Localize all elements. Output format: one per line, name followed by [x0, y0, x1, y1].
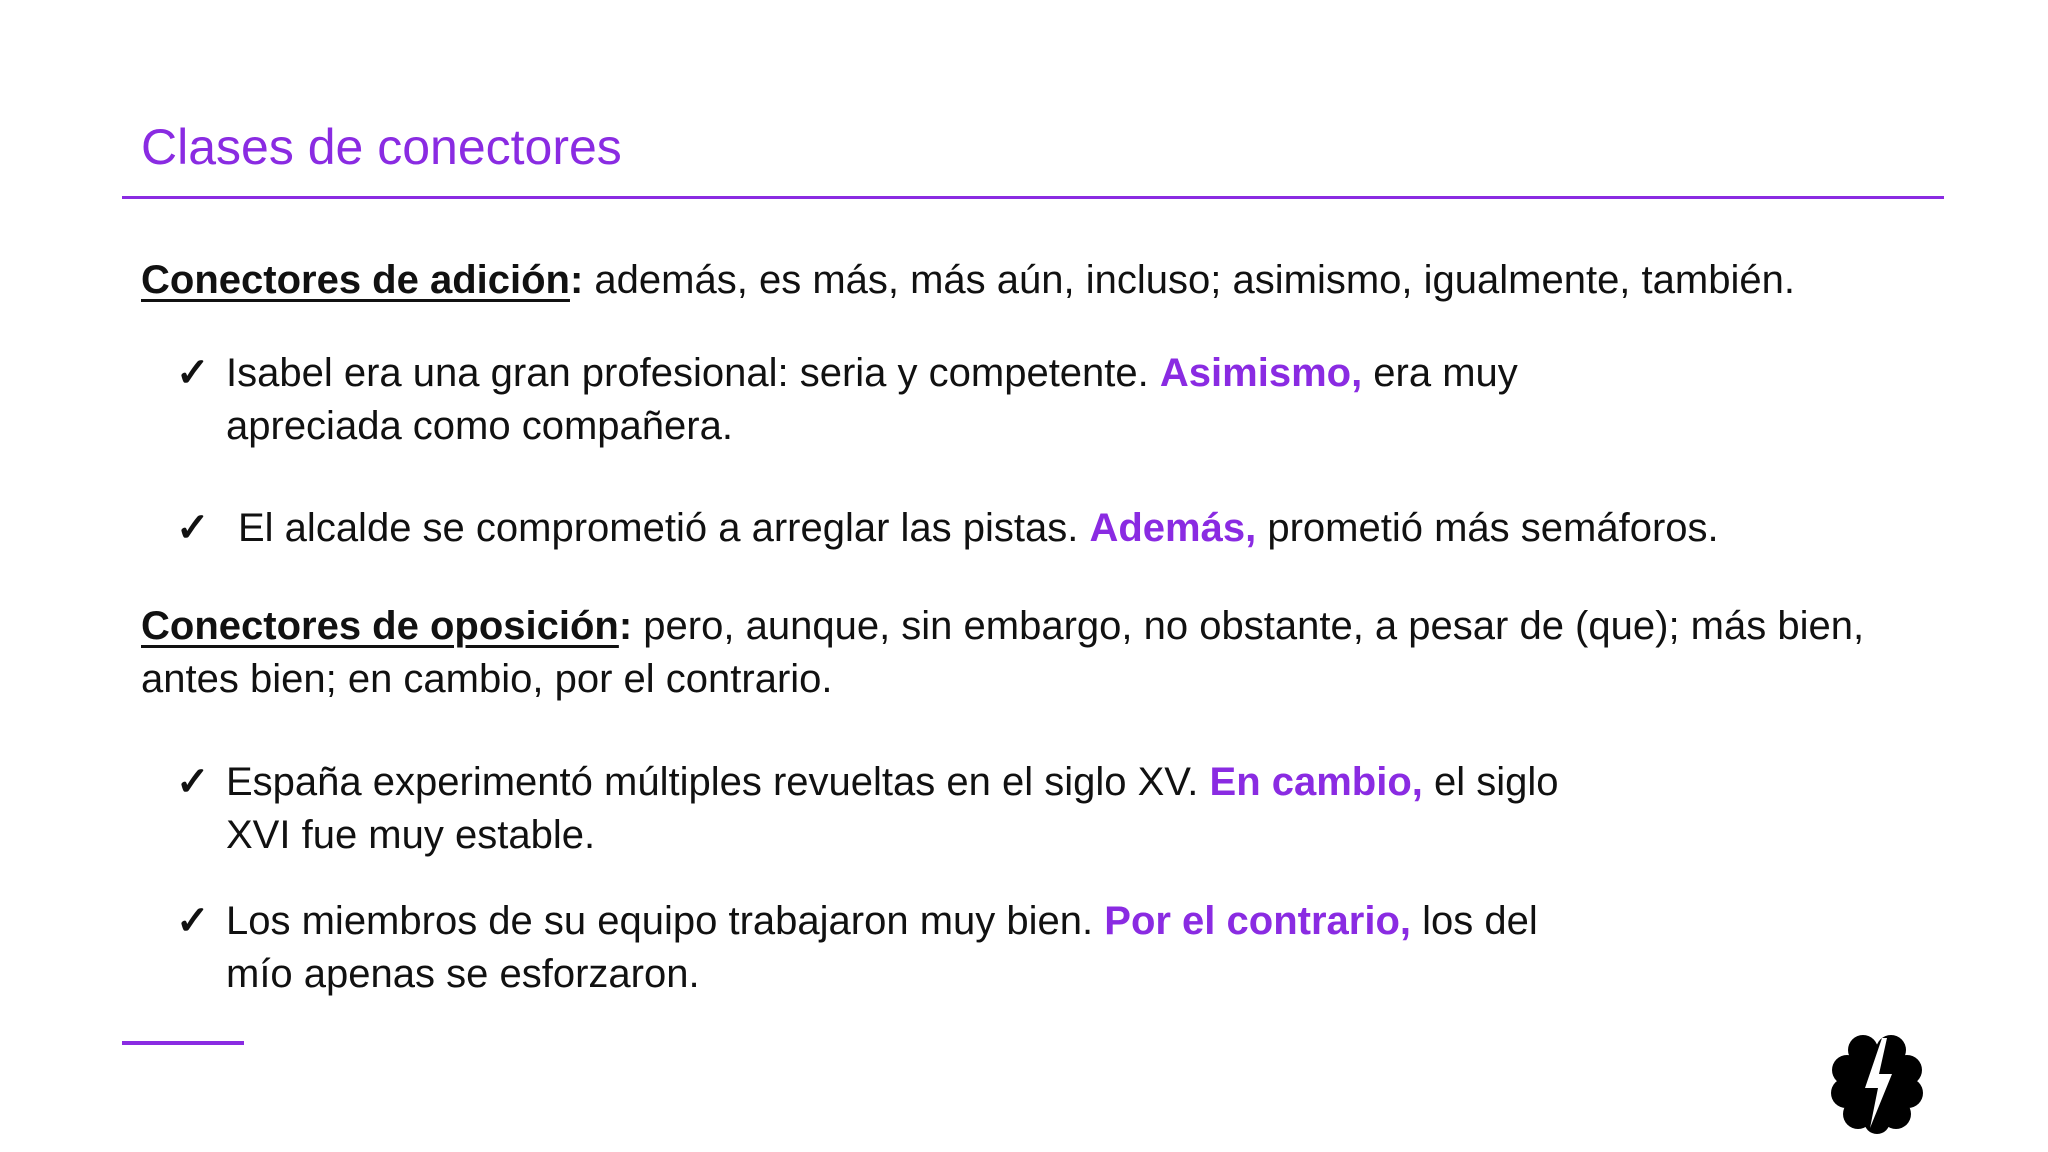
section-colon: : [618, 604, 633, 648]
example-sentence-start: El alcalde se comprometió a arreglar las pistas. [238, 506, 1090, 550]
example-sentence-end: el siglo XVI fue muy estable. [226, 760, 1559, 857]
example-text [238, 502, 1938, 555]
checkmark-icon: ✓ [176, 351, 210, 395]
example-text [226, 756, 1606, 862]
example-sentence-start: España experimentó múltiples revueltas en el siglo XV. [226, 760, 1210, 804]
checkmark-icon: ✓ [176, 760, 210, 804]
highlighted-connector: En cambio, [1209, 760, 1423, 804]
brain-lightning-icon [1830, 1030, 1924, 1136]
example-item [176, 895, 1876, 1001]
footer-accent-line [122, 1041, 244, 1045]
slide-title: Clases de conectores [141, 119, 622, 175]
example-item [176, 756, 1876, 862]
highlighted-connector: Asimismo, [1159, 351, 1363, 395]
highlighted-connector: Además, [1089, 506, 1257, 550]
example-item [176, 347, 1876, 453]
connector-list-oposicion: pero, aunque, sin embargo, no obstante, a pesar de (que); más bien, antes bien; en cambio, por el contrario. [141, 604, 1865, 701]
checkmark-icon: ✓ [176, 899, 210, 943]
connector-list-adicion: además, es más, más aún, incluso; asimismo, igualmente, también. [583, 258, 1795, 302]
checkmark-icon: ✓ [176, 506, 210, 550]
title-divider [122, 196, 1944, 199]
example-sentence-end: los del mío apenas se esforzaron. [226, 899, 1538, 996]
section-oposicion [141, 600, 1931, 706]
section-adicion [141, 254, 1931, 307]
section-colon: : [569, 258, 584, 302]
section-heading-oposicion: Conectores de oposición [141, 604, 619, 648]
example-sentence-start: Isabel era una gran profesional: seria y competente. [226, 351, 1160, 395]
example-text [226, 347, 1606, 453]
section-heading-adicion: Conectores de adición [141, 258, 570, 302]
example-text [226, 895, 1606, 1001]
example-sentence-end: era muy apreciada como compañera. [226, 351, 1518, 448]
highlighted-connector: Por el contrario, [1104, 899, 1412, 943]
example-item [176, 502, 1876, 555]
example-sentence-start: Los miembros de su equipo trabajaron muy bien. [226, 899, 1105, 943]
example-sentence-end: prometió más semáforos. [1256, 506, 1719, 550]
